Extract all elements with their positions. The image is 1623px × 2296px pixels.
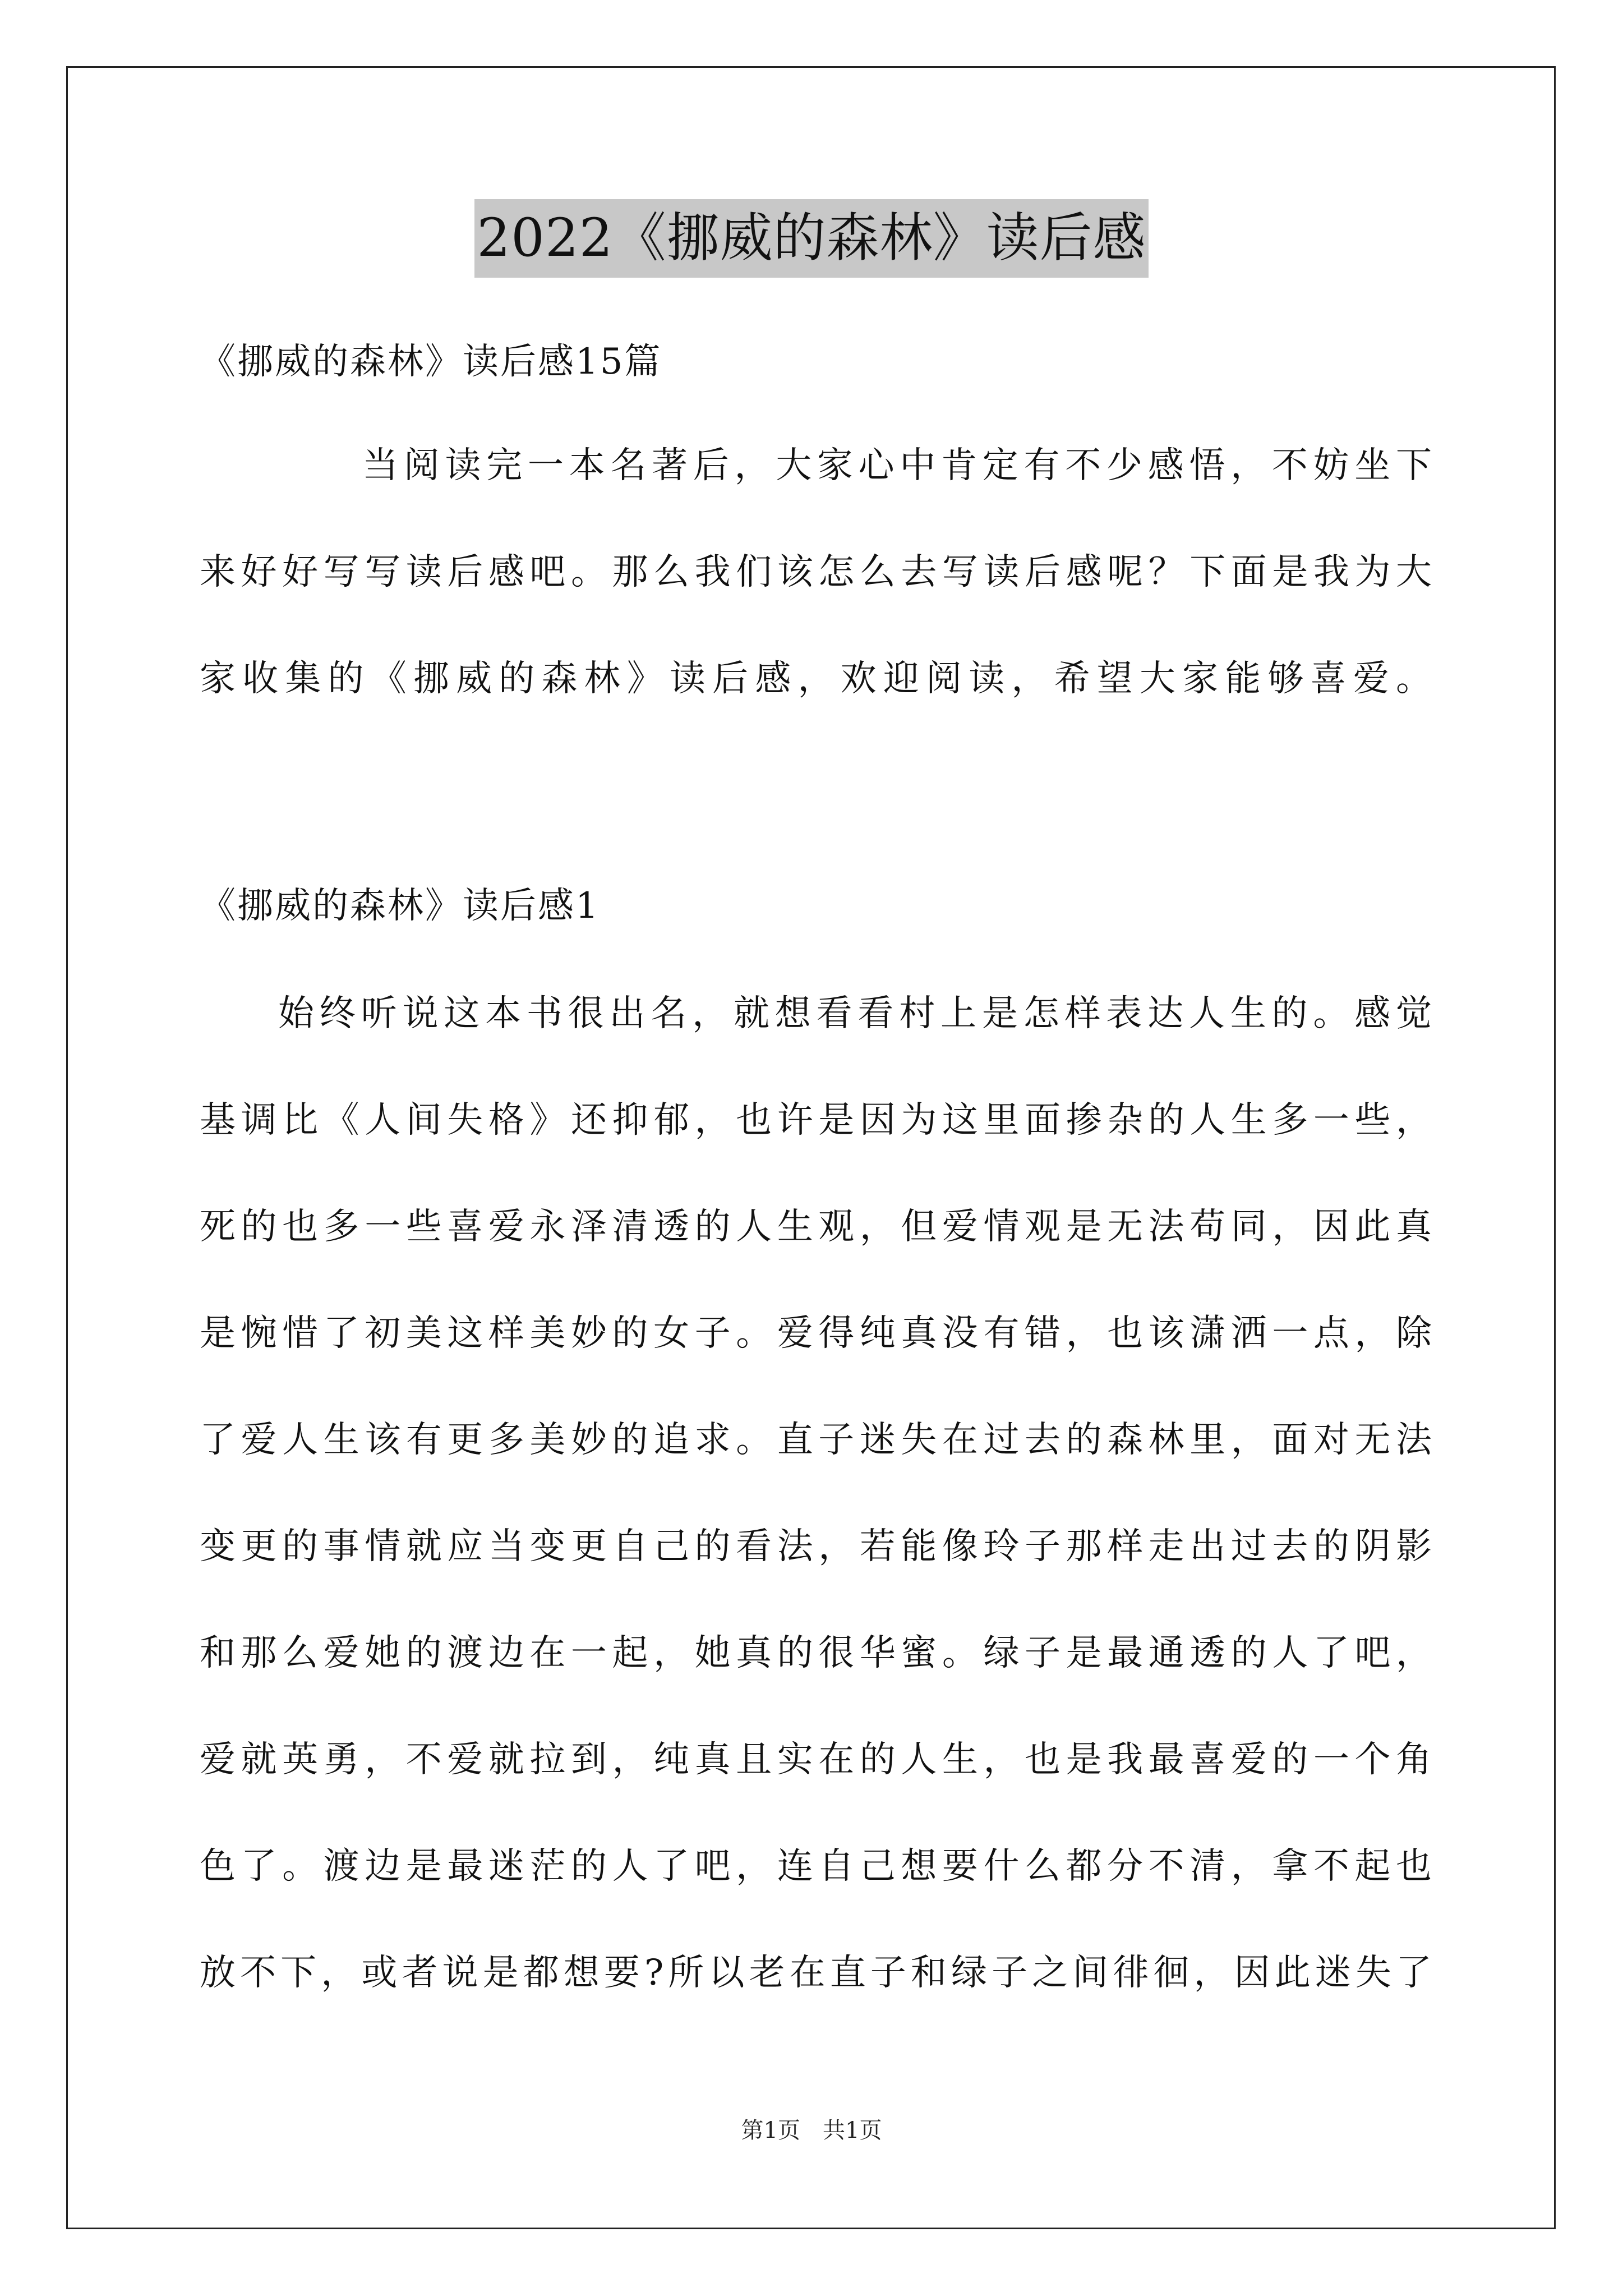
body-line: 变更的事情就应当变更自己的看法，若能像玲子那样走出过去的阴影 [200,1526,1433,1567]
body-line: 爱就英勇，不爱就拉到，纯真且实在的人生，也是我最喜爱的一个角 [200,1739,1433,1780]
body-line: 基调比《人间失格》还抑郁，也许是因为这里面掺杂的人生多一些， [200,1099,1433,1141]
body-line: 是惋惜了初美这样美妙的女子。爱得纯真没有错，也该潇洒一点，除 [200,1313,1433,1354]
document-title: 2022《挪威的森林》读后感 [474,199,1148,278]
page-border [66,66,1556,2229]
intro-line: 家收集的《挪威的森林》读后感，欢迎阅读，希望大家能够喜爱。 [200,658,1433,700]
intro-line: 当阅读完一本名著后，大家心中肯定有不少感悟，不妨坐下 [362,445,1433,486]
body-line: 放不下，或者说是都想要?所以老在直子和绿子之间徘徊，因此迷失了 [200,1952,1433,1994]
section-heading: 《挪威的森林》读后感1 [200,885,600,927]
subtitle: 《挪威的森林》读后感15篇 [200,341,662,383]
body-line: 色了。渡边是最迷茫的人了吧，连自己想要什么都分不清，拿不起也 [200,1846,1433,1887]
body-line: 始终听说这本书很出名，就想看看村上是怎样表达人生的。感觉 [278,993,1433,1034]
page-footer: 第1页 共1页 [741,2118,882,2143]
body-line: 了爱人生该有更多美妙的追求。直子迷失在过去的森林里，面对无法 [200,1419,1433,1461]
title-container [0,199,1623,278]
body-line: 死的也多一些喜爱永泽清透的人生观，但爱情观是无法苟同，因此真 [200,1206,1433,1248]
intro-line: 来好好写写读后感吧。那么我们该怎么去写读后感呢？下面是我为大 [200,551,1433,593]
body-line: 和那么爱她的渡边在一起，她真的很华蜜。绿子是最通透的人了吧， [200,1632,1433,1674]
